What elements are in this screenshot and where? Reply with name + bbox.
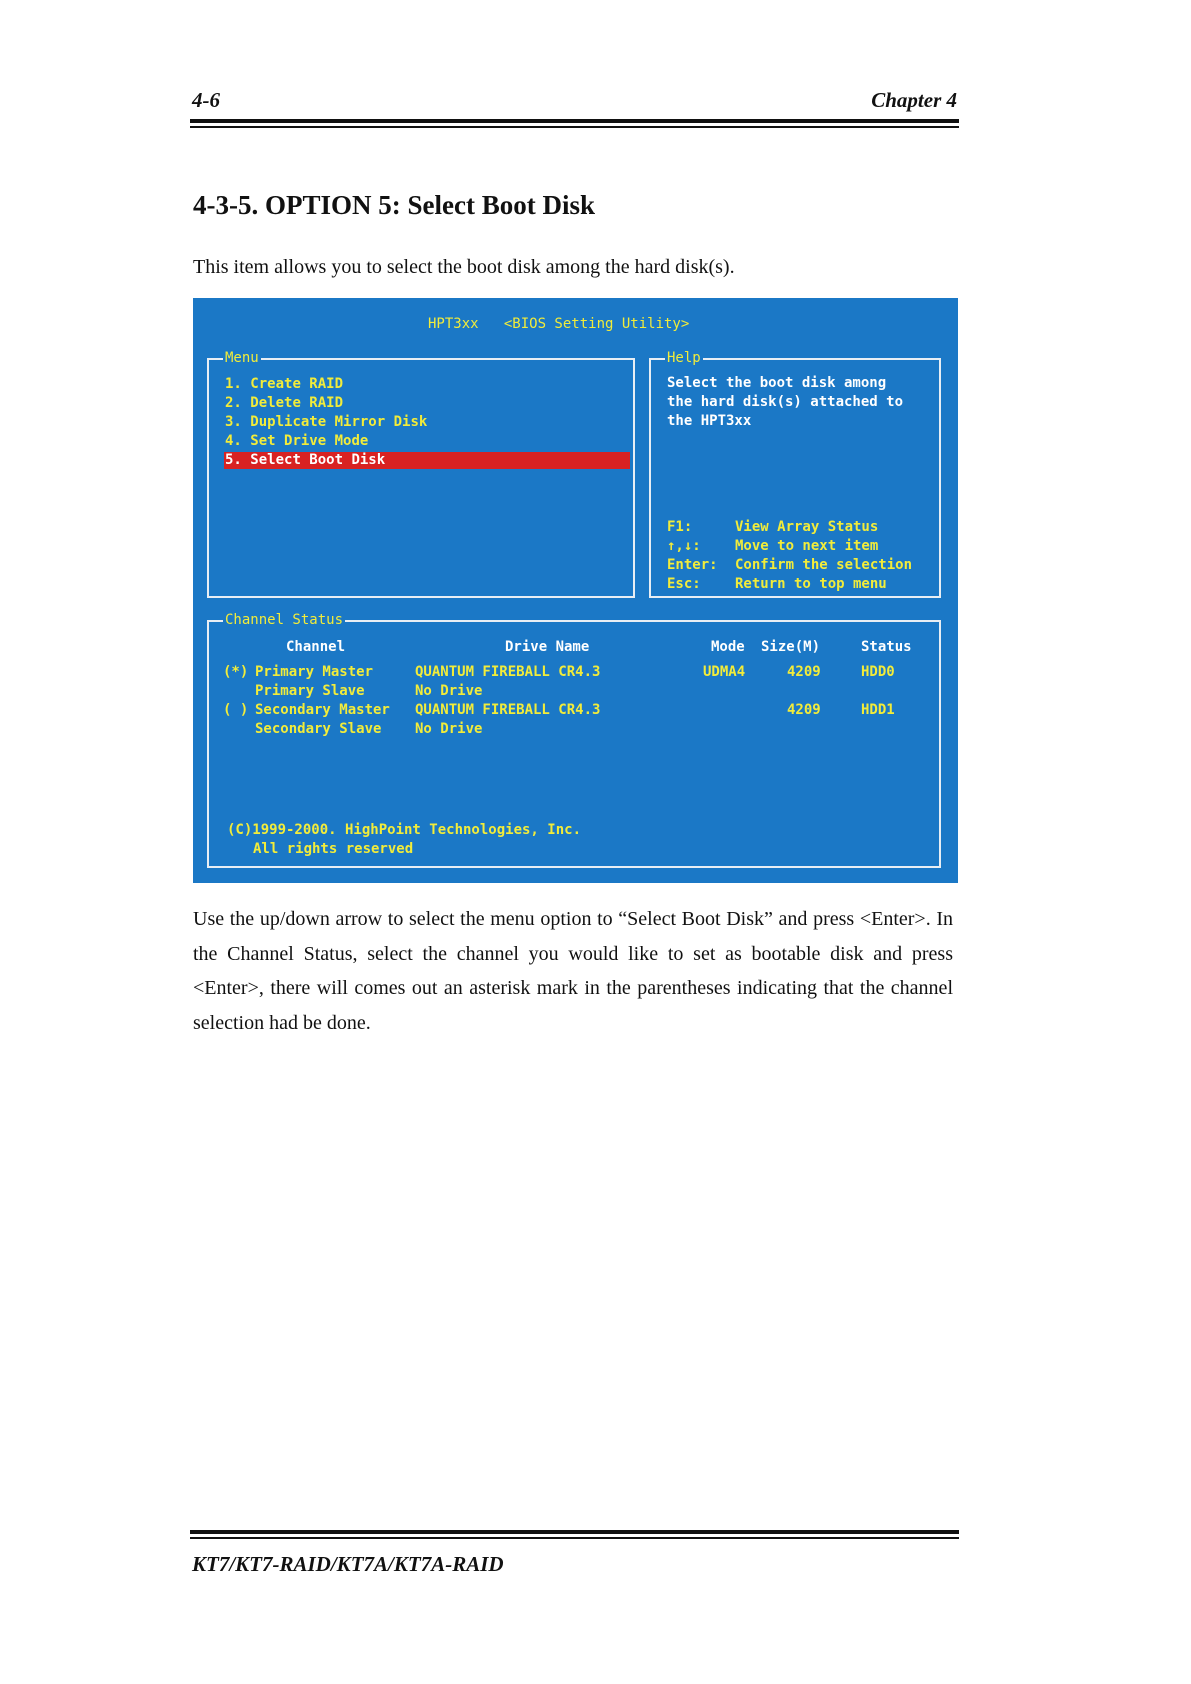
key-arrows-desc: Move to next item (735, 538, 879, 554)
channel-select-secondary-master[interactable]: ( ) (223, 702, 249, 718)
footer-rule-thick (190, 1530, 959, 1534)
drive-mode: UDMA4 (703, 664, 746, 680)
channel-primary-master[interactable]: Primary Master (255, 664, 374, 680)
body-paragraph: Use the up/down arrow to select the menu option to “Select Boot Disk” and press <Enter>. In the Channel Status, select the channel you would like to set as bootable disk and press <Enter>, there will comes out an asterisk mark in the parentheses indicating that the channel selection had be done. (193, 908, 953, 1034)
bios-screen (193, 298, 958, 883)
drive-name: No Drive (415, 683, 483, 699)
drive-status: HDD0 (861, 664, 895, 680)
footer-models: KT7/KT7-RAID/KT7A/KT7A-RAID (192, 1552, 504, 1576)
col-status: Status (861, 639, 912, 655)
drive-size: 4209 (787, 664, 821, 680)
menu-item-select-boot-disk[interactable]: 5. Select Boot Disk (225, 452, 386, 468)
menu-label: Menu (225, 350, 259, 366)
col-channel: Channel (286, 639, 346, 655)
drive-name: QUANTUM FIREBALL CR4.3 (415, 702, 601, 718)
key-f1-desc: View Array Status (735, 519, 879, 535)
key-arrows: ↑,↓: (667, 538, 701, 554)
menu-item-create-raid[interactable]: 1. Create RAID (225, 376, 344, 392)
key-esc-desc: Return to top menu (735, 576, 887, 592)
copyright-line: All rights reserved (253, 841, 414, 857)
menu-item-delete-raid[interactable]: 2. Delete RAID (225, 395, 344, 411)
channel-select-primary-master[interactable]: (*) (223, 664, 249, 680)
drive-size: 4209 (787, 702, 821, 718)
drive-name: No Drive (415, 721, 483, 737)
help-text-line: the HPT3xx (667, 413, 752, 429)
channel-status-label: Channel Status (225, 612, 344, 628)
header-rule-thick (190, 119, 959, 123)
copyright-line: (C)1999-2000. HighPoint Technologies, Inc. (227, 822, 582, 838)
col-drive-name: Drive Name (505, 639, 590, 655)
intro-text: This item allows you to select the boot disk among the hard disk(s). (193, 256, 735, 278)
col-size: Size(M) (761, 639, 821, 655)
key-enter: Enter: (667, 557, 718, 573)
channel-secondary-master[interactable]: Secondary Master (255, 702, 390, 718)
col-mode: Mode (711, 639, 745, 655)
drive-name: QUANTUM FIREBALL CR4.3 (415, 664, 601, 680)
chapter-label: Chapter 4 (871, 88, 957, 112)
key-esc: Esc: (667, 576, 701, 592)
help-text-line: Select the boot disk among (667, 375, 887, 391)
page-number: 4-6 (192, 88, 220, 112)
drive-status: HDD1 (861, 702, 895, 718)
footer-rule-thin (190, 1537, 959, 1539)
channel-secondary-slave[interactable]: Secondary Slave (255, 721, 382, 737)
header-rule-thin (190, 126, 959, 128)
help-label: Help (667, 350, 701, 366)
key-enter-desc: Confirm the selection (735, 557, 913, 573)
menu-item-set-drive-mode[interactable]: 4. Set Drive Mode (225, 433, 369, 449)
section-title: 4-3-5. OPTION 5: Select Boot Disk (193, 190, 595, 220)
help-text-line: the hard disk(s) attached to (667, 394, 904, 410)
key-f1: F1: (667, 519, 693, 535)
bios-title: HPT3xx <BIOS Setting Utility> (428, 316, 690, 332)
menu-item-duplicate-mirror[interactable]: 3. Duplicate Mirror Disk (225, 414, 428, 430)
channel-primary-slave[interactable]: Primary Slave (255, 683, 365, 699)
